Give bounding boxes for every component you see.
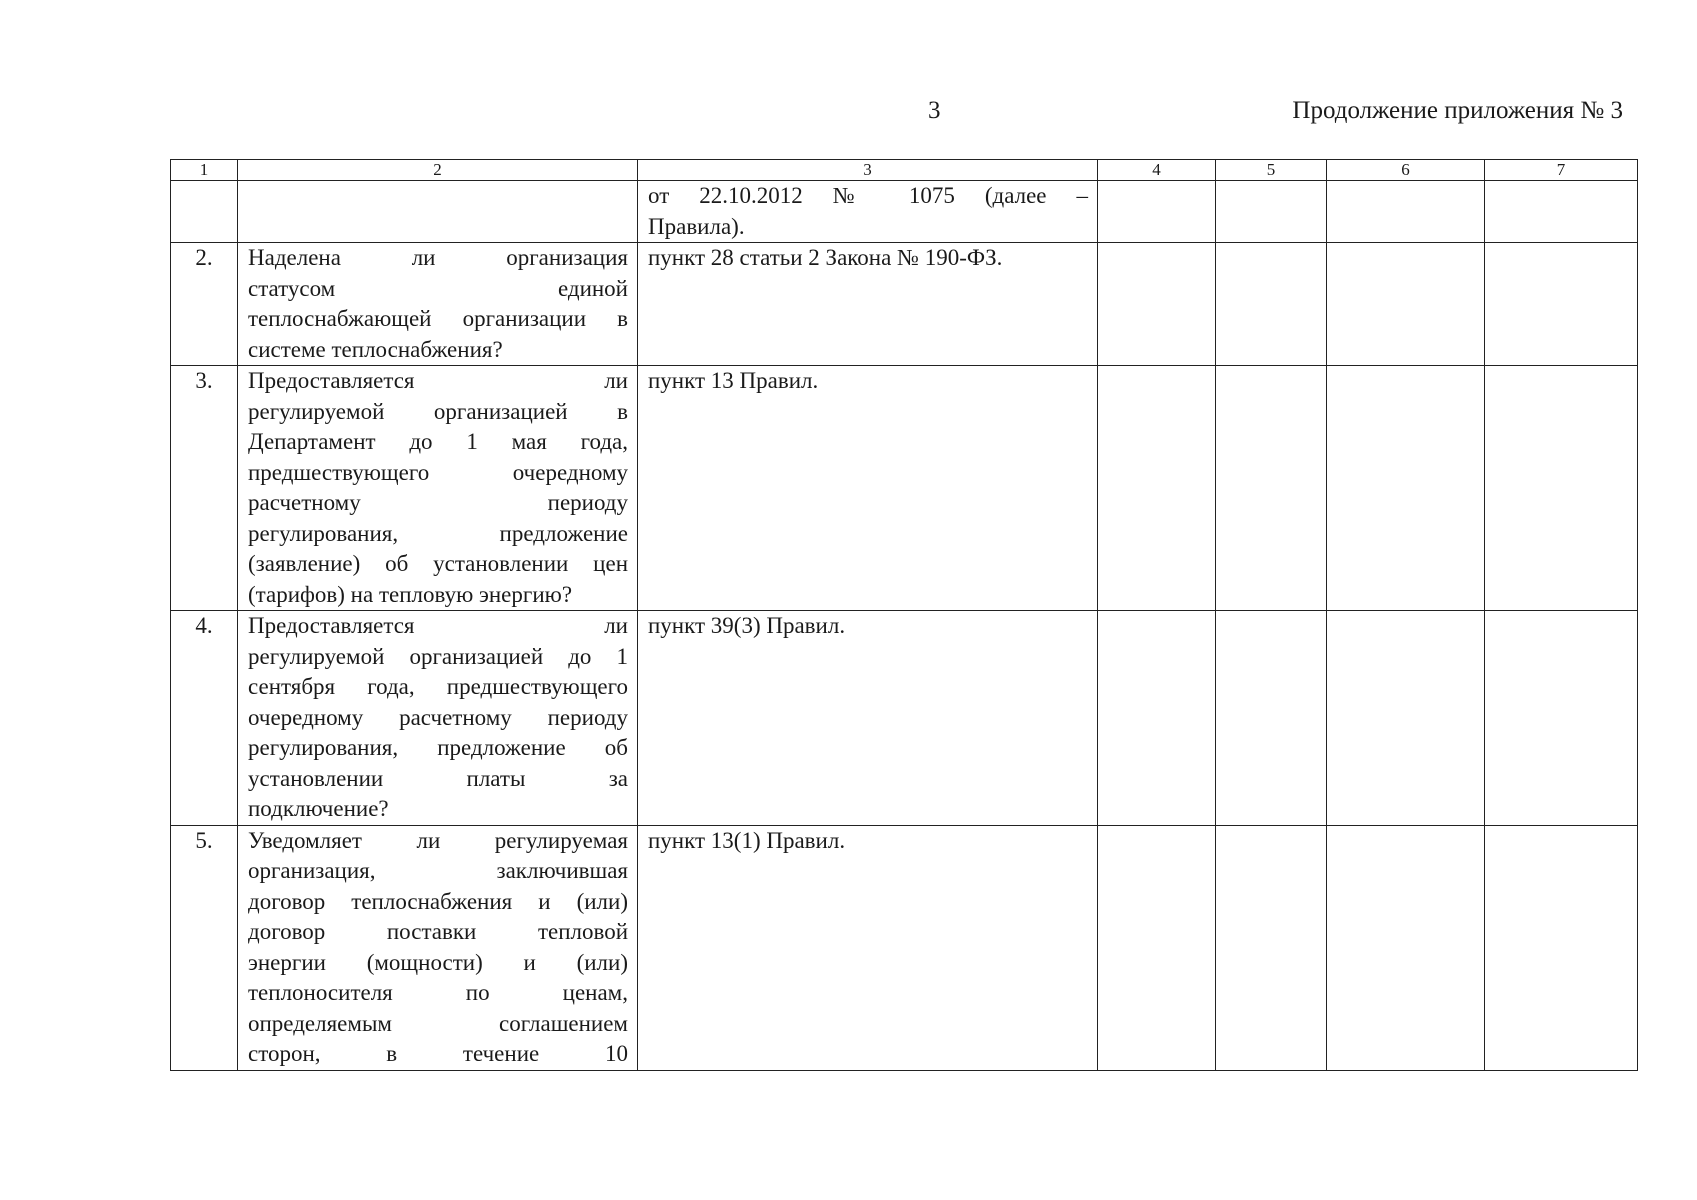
empty-cell bbox=[1098, 181, 1216, 243]
question-line: расчетному периоду bbox=[248, 490, 628, 515]
question-line: (тарифов) на тепловую энергию? bbox=[248, 581, 573, 607]
reference-cell bbox=[638, 181, 1098, 243]
question-cell bbox=[238, 243, 638, 366]
question-line: предшествующего очередному bbox=[248, 459, 628, 485]
empty-cell bbox=[1327, 611, 1485, 826]
empty-cell bbox=[1327, 243, 1485, 366]
reference-cell: пункт 13 Правил. bbox=[638, 366, 1098, 611]
column-number: 1 bbox=[171, 160, 238, 181]
reference-cell: пункт 28 статьи 2 Закона № 190-ФЗ. bbox=[638, 243, 1098, 366]
row-number bbox=[171, 181, 238, 243]
question-line: регулирования, предложение bbox=[248, 520, 628, 546]
column-number: 2 bbox=[238, 160, 638, 181]
reference-line: Правила). bbox=[648, 213, 745, 239]
question-line: сентября года, предшествующего bbox=[248, 674, 628, 699]
question-line: регулирования, предложение об bbox=[248, 735, 628, 760]
table-row bbox=[171, 243, 1638, 366]
column-number-row bbox=[171, 160, 1638, 181]
reference-cell: пункт 39(3) Правил. bbox=[638, 611, 1098, 826]
reference-line: от 22.10.2012 № 1075 (далее – bbox=[648, 183, 1088, 208]
column-number: 4 bbox=[1098, 160, 1216, 181]
question-line: (заявление) об установлении цен bbox=[248, 551, 628, 576]
column-number: 6 bbox=[1327, 160, 1485, 181]
empty-cell bbox=[1327, 366, 1485, 611]
question-line: установлении платы за bbox=[248, 765, 628, 791]
question-line: Наделена ли организация bbox=[248, 245, 628, 270]
empty-cell bbox=[1327, 181, 1485, 243]
question-line: подключение? bbox=[248, 796, 389, 821]
question-cell bbox=[238, 825, 638, 1070]
question-line: регулируемой организацией в bbox=[248, 398, 628, 424]
continuation-heading: Продолжение приложения № 3 bbox=[1292, 97, 1623, 124]
question-line: Департамент до 1 мая года, bbox=[248, 429, 628, 454]
reference-cell: пункт 13(1) Правил. bbox=[638, 825, 1098, 1070]
column-number: 3 bbox=[638, 160, 1098, 181]
column-number: 5 bbox=[1216, 160, 1327, 181]
column-number: 7 bbox=[1485, 160, 1638, 181]
empty-cell bbox=[1485, 611, 1638, 826]
empty-cell bbox=[1485, 181, 1638, 243]
row-number: 2. bbox=[171, 243, 238, 366]
question-cell bbox=[238, 611, 638, 826]
row-number: 3. bbox=[171, 366, 238, 611]
empty-cell bbox=[1327, 825, 1485, 1070]
empty-cell bbox=[1216, 366, 1327, 611]
question-line: сторон, в течение 10 bbox=[248, 1041, 628, 1066]
question-line: Предоставляется ли bbox=[248, 368, 628, 393]
question-line: Предоставляется ли bbox=[248, 613, 628, 638]
question-cell bbox=[238, 181, 638, 243]
question-cell bbox=[238, 366, 638, 611]
table-row bbox=[171, 825, 1638, 1070]
page-number: 3 bbox=[928, 97, 941, 124]
empty-cell bbox=[1485, 825, 1638, 1070]
empty-cell bbox=[1216, 181, 1327, 243]
table-row bbox=[171, 181, 1638, 243]
empty-cell bbox=[1098, 243, 1216, 366]
question-line: статусом единой bbox=[248, 275, 628, 301]
row-number: 5. bbox=[171, 825, 238, 1070]
empty-cell bbox=[1485, 243, 1638, 366]
question-line: организация, заключившая bbox=[248, 858, 628, 883]
question-line: теплоснабжающей организации в bbox=[248, 306, 628, 331]
inspection-table bbox=[170, 159, 1638, 1071]
empty-cell bbox=[1216, 611, 1327, 826]
empty-cell bbox=[1098, 611, 1216, 826]
empty-cell bbox=[1098, 825, 1216, 1070]
table-row bbox=[171, 611, 1638, 826]
empty-cell bbox=[1216, 825, 1327, 1070]
question-line: энергии (мощности) и (или) bbox=[248, 949, 628, 975]
question-line: определяемым соглашением bbox=[248, 1010, 628, 1036]
empty-cell bbox=[1216, 243, 1327, 366]
table-row bbox=[171, 366, 1638, 611]
question-line: системе теплоснабжения? bbox=[248, 336, 503, 362]
empty-cell bbox=[1098, 366, 1216, 611]
question-line: договор поставки тепловой bbox=[248, 919, 628, 944]
question-line: договор теплоснабжения и (или) bbox=[248, 888, 628, 914]
question-line: очередному расчетному периоду bbox=[248, 704, 628, 730]
question-line: теплоносителя по ценам, bbox=[248, 980, 628, 1005]
empty-cell bbox=[1485, 366, 1638, 611]
question-line: Уведомляет ли регулируемая bbox=[248, 827, 628, 853]
row-number: 4. bbox=[171, 611, 238, 826]
question-line: регулируемой организацией до 1 bbox=[248, 643, 628, 669]
